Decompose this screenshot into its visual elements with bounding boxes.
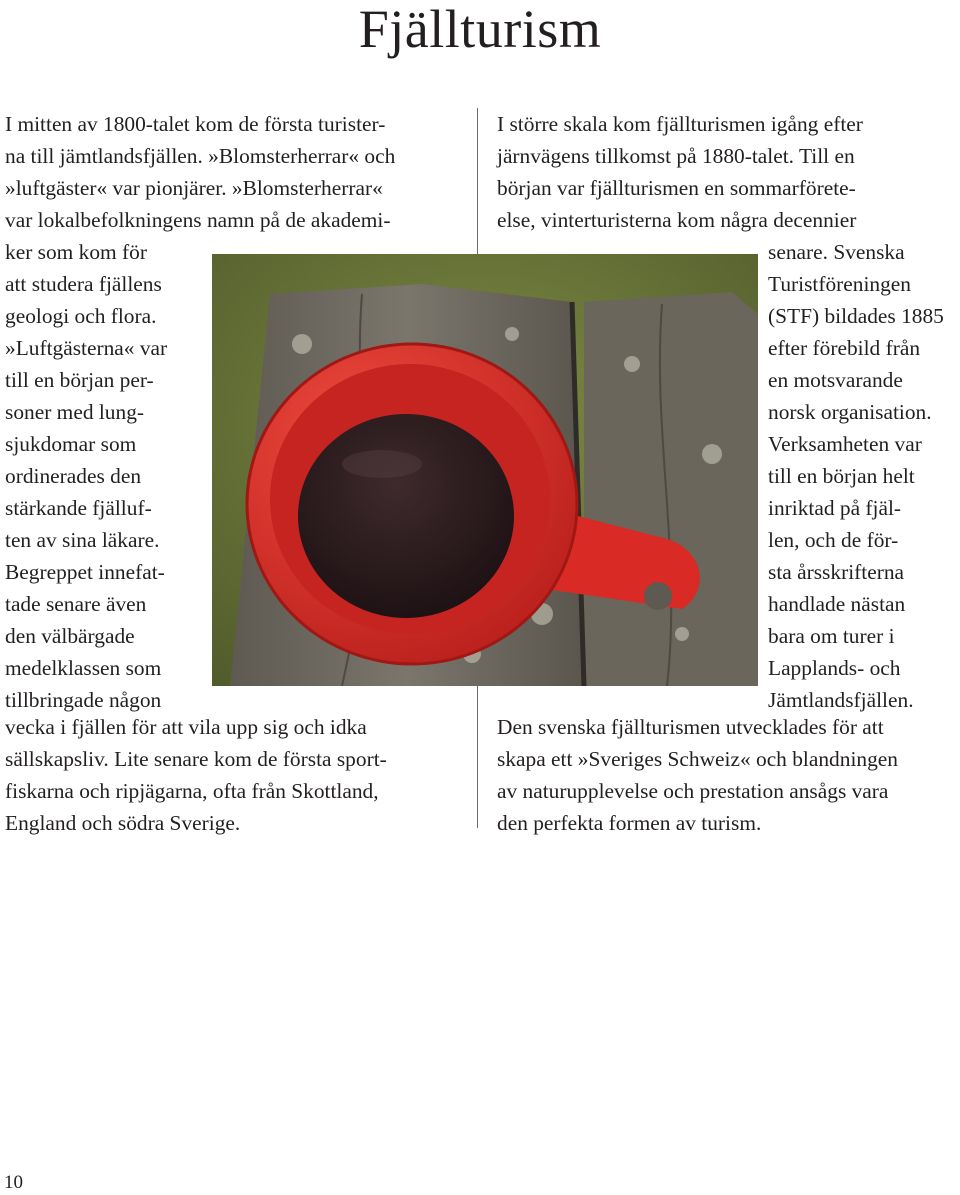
text-line: Begreppet innefat- [5, 560, 165, 584]
text-line: var lokalbefolkningens namn på de akademi- [5, 208, 391, 232]
text-line: Jämtlandsfjällen. [768, 688, 914, 712]
text-line: (STF) bildades 1885 [768, 304, 944, 328]
text-line: den välbärgade [5, 624, 135, 648]
text-line: till en början helt [768, 464, 915, 488]
text-line: tillbringade någon [5, 688, 162, 712]
text-line: till en början per- [5, 368, 154, 392]
text-line: norsk organisation. [768, 400, 932, 424]
text-line: England och södra Sverige. [5, 811, 241, 835]
text-line: ker som kom för [5, 240, 147, 264]
text-line: att studera fjällens [5, 272, 162, 296]
text-line: »Luftgästerna« var [5, 336, 168, 360]
text-line: I mitten av 1800-talet kom de första turister- [5, 112, 386, 136]
text-line: efter förebild från [768, 336, 921, 360]
text-line: inriktad på fjäl- [768, 496, 902, 520]
text-line: sällskapsliv. Lite senare kom de första sport- [5, 747, 387, 771]
text-line: na till jämtlandsfjällen. »Blomsterherrar« och [5, 144, 396, 168]
text-line: stärkande fjälluf- [5, 496, 152, 520]
text-line: bara om turer i [768, 624, 895, 648]
text-line: geologi och flora. [5, 304, 157, 328]
text-line: soner med lung- [5, 400, 145, 424]
text-line: Den svenska fjällturismen utvecklades för att [497, 715, 884, 739]
text-line: Turistföreningen [768, 272, 911, 296]
text-line: vecka i fjällen för att vila upp sig och idka [5, 715, 367, 739]
text-line: en motsvarande [768, 368, 903, 392]
page-title: Fjällturism [358, 0, 602, 59]
text-line: else, vinterturisterna kom några decennier [497, 208, 857, 232]
text-line: av naturupplevelse och prestation ansågs vara [497, 779, 889, 803]
text-line: tade senare även [5, 592, 147, 616]
text-line: järnvägens tillkomst på 1880-talet. Till en [497, 144, 855, 168]
text-line: ordinerades den [5, 464, 142, 488]
text-line: den perfekta formen av turism. [497, 811, 762, 835]
text-line: medelklassen som [5, 656, 162, 680]
page-number: 10 [4, 1172, 23, 1193]
text-line: I större skala kom fjällturismen igång efter [497, 112, 863, 136]
photo-red-cup [212, 254, 758, 686]
text-line: sjukdomar som [5, 432, 137, 456]
text-line: början var fjällturismen en sommarförete- [497, 176, 856, 200]
text-line: ten av sina läkare. [5, 528, 160, 552]
text-line: len, och de för- [768, 528, 899, 552]
text-line: senare. Svenska [768, 240, 905, 264]
text-line: fiskarna och ripjägarna, ofta från Skottland, [5, 779, 379, 803]
text-line: Verksamheten var [768, 432, 922, 456]
text-line: »luftgäster« var pionjärer. »Blomsterherrar« [5, 176, 383, 200]
text-line: Lapplands- och [768, 656, 901, 680]
text-line: sta årsskrifterna [768, 560, 905, 584]
text-line: skapa ett »Sveriges Schweiz« och blandningen [497, 747, 898, 771]
text-line: handlade nästan [768, 592, 906, 616]
